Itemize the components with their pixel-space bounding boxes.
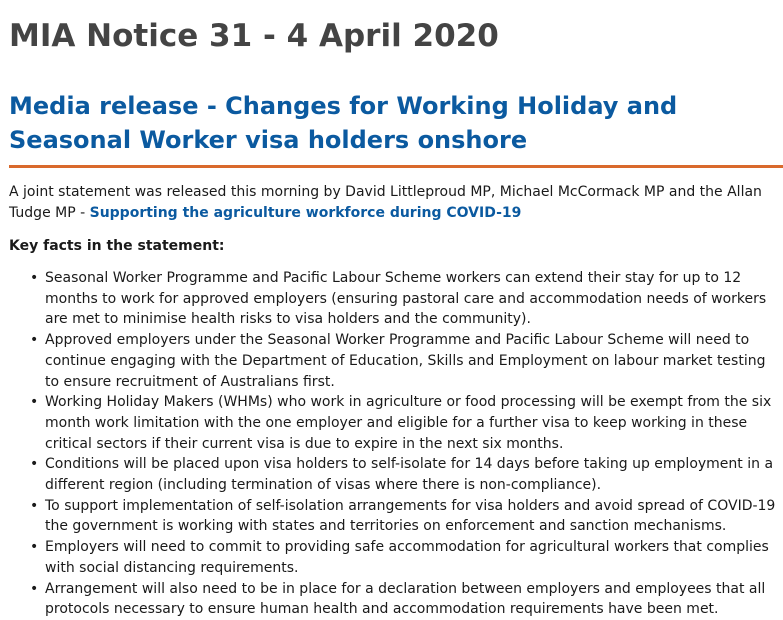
bullet-icon: • <box>30 394 39 411</box>
list-item-text: Working Holiday Makers (WHMs) who work in agriculture or food processing will be exempt from the six month work limitation with the one employer and eligible for a further visa to keep working in these critical sectors if their current visa is due to expire in the next six months. <box>45 394 772 452</box>
list-item <box>30 454 783 495</box>
list-item-text: Employers will need to commit to providing safe accommodation for agricultural workers that complies with social distancing requirements. <box>45 539 769 576</box>
release-title: Media release - Changes for Working Holiday and Seasonal Worker visa holders onshore <box>9 92 678 154</box>
list-item <box>30 579 783 620</box>
list-item-text: Approved employers under the Seasonal Worker Programme and Pacific Labour Scheme will need to continue engaging with the Department of Education, Skills and Employment on labour market testing to ensure recruitment of Australians first. <box>45 332 766 390</box>
list-item-text: Arrangement will also need to be in place for a declaration between employers and employees that all protocols necessary to ensure human health and accommodation requirements have been met. <box>45 580 766 618</box>
bullet-icon: • <box>30 456 39 473</box>
list-item-text: Seasonal Worker Programme and Pacific Labour Scheme workers can extend their stay for up to 12 months to work for approved employers (ensuring pastoral care and accommodation needs of workers are met to minimise health risks to visa holders and the community). <box>45 270 767 328</box>
bullet-icon: • <box>30 270 39 286</box>
list-item <box>30 496 783 537</box>
key-facts-list <box>9 268 783 620</box>
list-item <box>30 537 783 578</box>
intro-paragraph <box>9 182 779 224</box>
list-item-text: To support implementation of self-isolation arrangements for visa holders and avoid spread of COVID-19 the government is working with states and territories on enforcement and sanction mechanisms. <box>45 497 776 535</box>
list-item-text: Conditions will be placed upon visa holders to self-isolate for 14 days before taking up employment in a different region (including termination of visas where there is non-compliance). <box>45 456 774 494</box>
list-item <box>30 392 783 454</box>
bullet-icon: • <box>30 332 39 349</box>
notice-title: MIA Notice 31 - 4 April 2020 <box>9 18 499 54</box>
title-divider <box>9 165 783 168</box>
bullet-icon: • <box>30 497 39 514</box>
key-facts-heading: Key facts in the statement: <box>9 238 225 254</box>
intro-text: A joint statement was released this morning by David Littleproud MP, Michael McCormack MP and the Allan Tudge MP - <box>9 184 762 221</box>
covid-workforce-link[interactable]: Supporting the agriculture workforce during COVID-19 <box>89 205 522 221</box>
bullet-icon: • <box>30 539 39 556</box>
list-item <box>30 330 783 392</box>
bullet-icon: • <box>30 580 39 597</box>
list-item <box>30 268 783 330</box>
